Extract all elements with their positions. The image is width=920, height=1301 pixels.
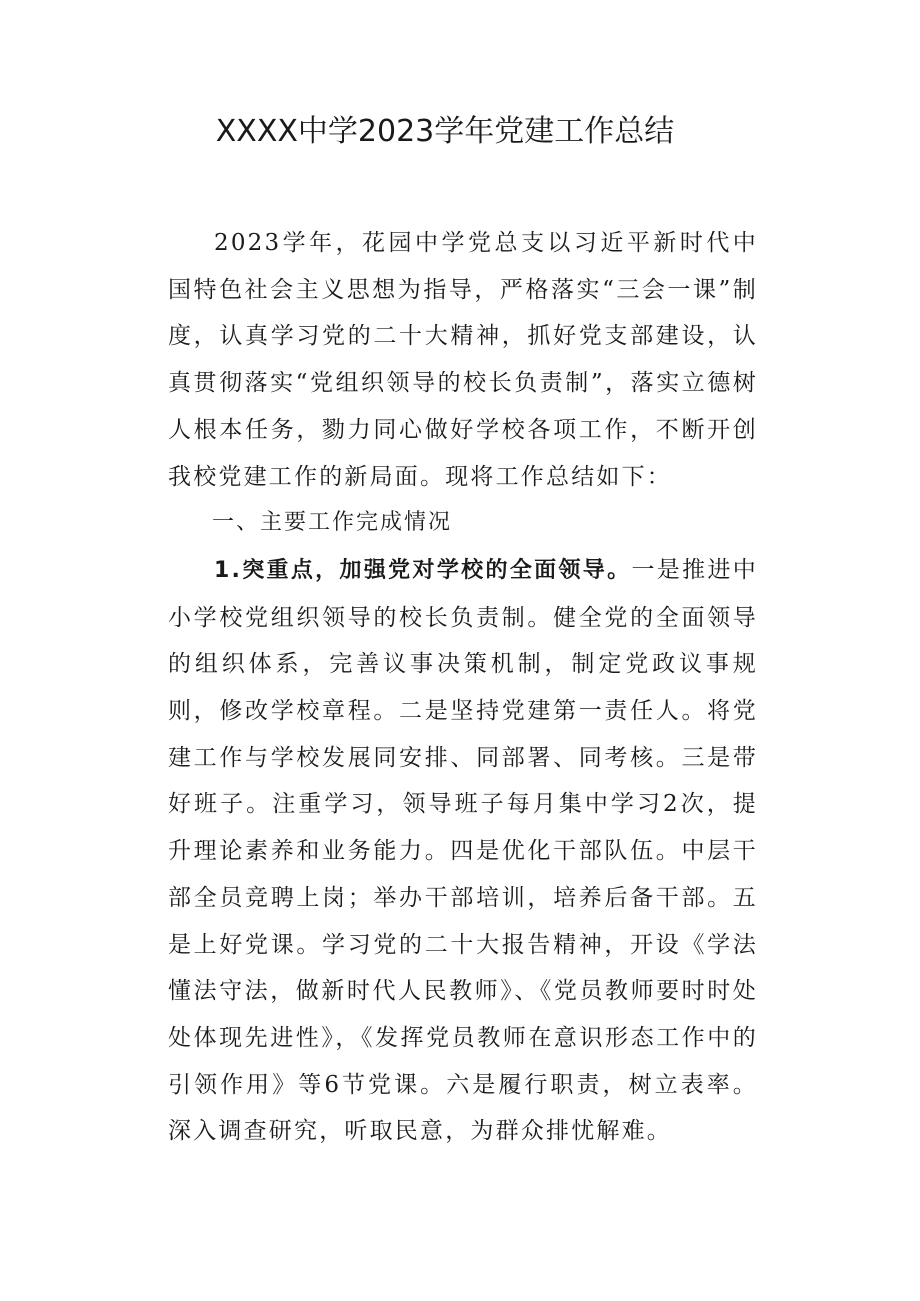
document-title: XXXX中学2023学年党建工作总结 <box>215 114 675 149</box>
document-body <box>168 220 758 1155</box>
item-body: 一是推进中小学校党组织领导的校长负责制。健全党的全面领导的组织体系，完善议事决策机制，制定党政议事规则，修改学校章程。二是坚持党建第一责任人。将党建工作与学校发展同安排、同部署、同考核。三是带好班子。注重学习，领导班子每月集中学习2次，提升理论素养和业务能力。四是优化干部队伍。中层干部全员竞聘上岗；举办干部培训，培养后备干部。五是上好党课。学习党的二十大报告精神，开设《学法懂法守法，做新时代人民教师》、《党员教师要时时处处体现先进性》，《发挥党员教师在意识形态工作中的引领作用》等6节党课。六是履行职责，树立表率。深入调查研究，听取民意，为群众排忧解难。 <box>168 556 758 1145</box>
intro-paragraph: 2023学年，花园中学党总支以习近平新时代中国特色社会主义思想为指导，严格落实“三会一课”制度，认真学习党的二十大精神，抓好党支部建设，认真贯彻落实“党组织领导的校长负责制”，落实立德树人根本任务，勠力同心做好学校各项工作，不断开创我校党建工作的新局面。现将工作总结如下： <box>168 230 758 490</box>
section-heading: 一、主要工作完成情况 <box>212 510 453 536</box>
item-lead: 1.突重点，加强党对学校的全面领导。 <box>214 557 632 583</box>
item-paragraph <box>168 547 758 1155</box>
